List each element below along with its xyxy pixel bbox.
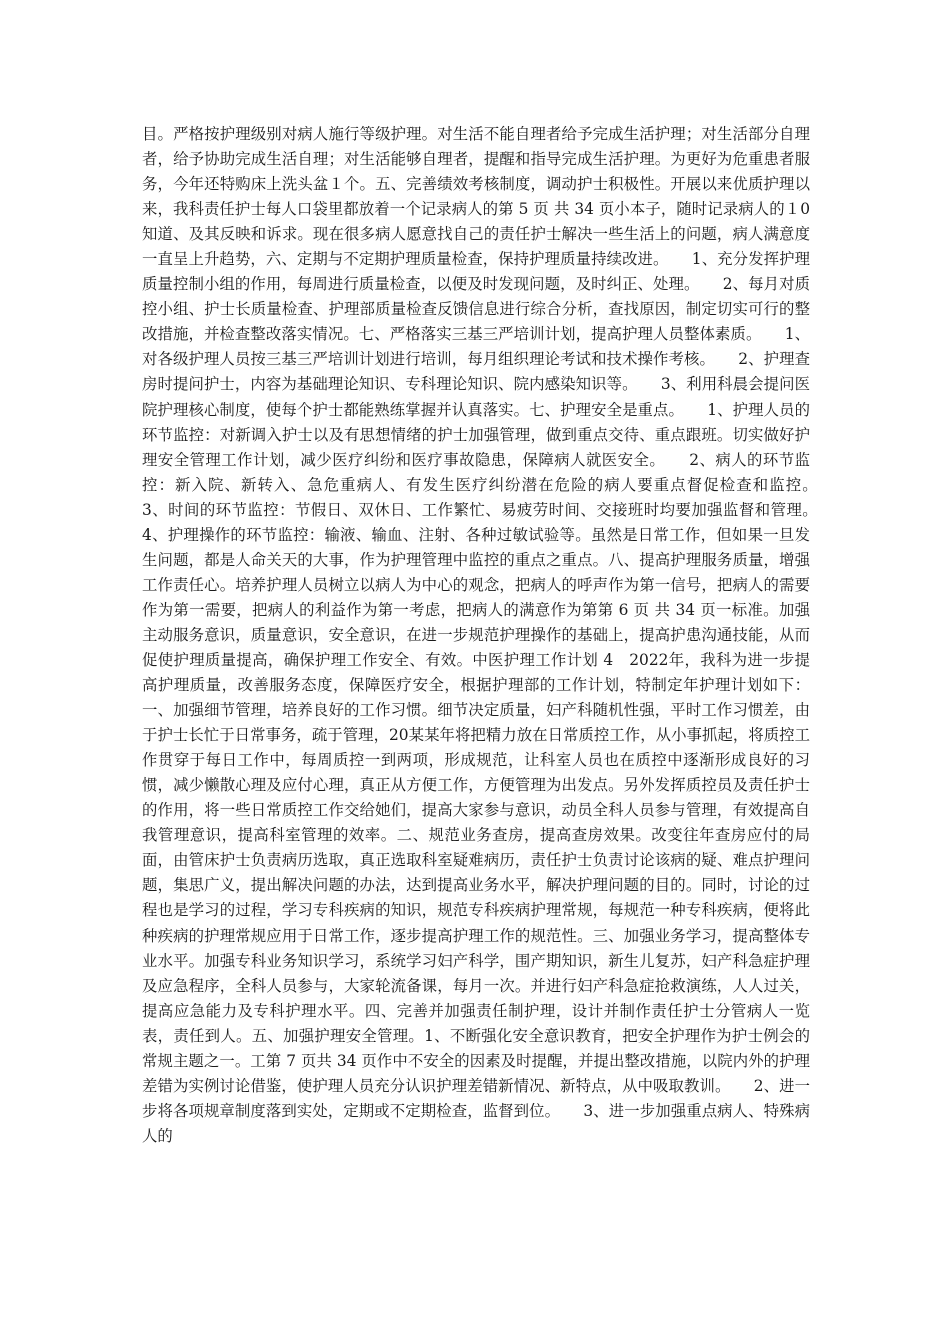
body-text: 目。严格按护理级别对病人施行等级护理。对生活不能自理者给予完成生活护理；对生活部分自理者，给予协助完成生活自理；对生活能够自理者，提醒和指导完成生活护理。为更好为危重患者服务，今年还特购床上洗头盆１个。五、完善绩效考核制度，调动护士积极性。开展以来优质护理以来，我科责任护士每人口袋里都放着一个记录病人的第 5 页 共 34 页小本子，随时记录病人的１0知道、及其反映和诉求。现在很多病人愿意找自己的责任护士解决一些生活上的问题，病人满意度一直呈上升趋势，六、定期与不定期护理质量检查，保持护理质量持续改进。 1、充分发挥护理质量控制小组的作用，每周进行质量检查，以便及时发现问题，及时纠正、处理。 2、每月对质控小组、护士长质量检查、护理部质量检查反馈信息进行综合分析，查找原因，制定切实可行的整改措施，并检查整改落实情况。七、严格落实三基三严培训计划，提高护理人员整体素质。 1、对各级护理人员按三基三严培训计划进行培训，每月组织理论考试和技术操作考核。 2、护理查房时提问护士，内容为基础理论知识、专科理论知识、院内感染知识等。 3、利用科晨会提问医院护理核心制度，使每个护士都能熟练掌握并认真落实。七、护理安全是重点。 1、护理人员的环节监控：对新调入护士以及有思想情绪的护士加强管理，做到重点交待、重点跟班。切实做好护理安全管理工作计划，减少医疗纠纷和医疗事故隐患，保障病人就医安全。 2、病人的环节监控：新入院、新转入、急危重病人、有发生医疗纠纷潜在危险的病人要重点督促检查和监控。 3、时间的环节监控：节假日、双休日、工作繁忙、易疲劳时间、交接班时均要加强监督和管理。 4、护理操作的环节监控：输液、输血、注射、各种过敏试验等。虽然是日常工作，但如果一旦发生问题，都是人命关天的大事，作为护理管理中监控的重点之重点。八、提高护理服务质量，增强工作责任心。培养护理人员树立以病人为中心的观念，把病人的呼声作为第一信号，把病人的需要作为第一需要，把病人的利益作为第一考虑，把病人的满意作为第第 6 页 共 34 页一标准。加强主动服务意识，质量意识，安全意识，在进一步规范护理操作的基础上，提高护患沟通技能，从而促使护理质量提高，确保护理工作安全、有效。中医护理工作计划 4 2022年，我科为进一步提高护理质量，改善服务态度，保障医疗安全，根据护理部的工作计划，特制定年护理计划如下：一、加强细节管理，培养良好的工作习惯。细节决定质量，妇产科随机性强，平时工作习惯差，由于护士长忙于日常事务，疏于管理，20某某年将把精力放在日常质控工作，从小事抓起，将质控工作贯穿于每日工作中，每周质控一到两项，形成规范，让科室人员也在质控中逐渐形成良好的习惯，减少懒散心理及应付心理，真正从方便工作，方便管理为出发点。另外发挥质控员及责任护士的作用，将一些日常质控工作交给她们，提高大家参与意识，动员全科人员参与管理，有效提高自我管理意识，提高科室管理的效率。二、规范业务查房，提高查房效果。改变往年查房应付的局面，由管床护士负责病历选取，真正选取科室疑难病历，责任护士负责讨论该病的疑、难点护理问题，集思广义，提出解决问题的办法，达到提高业务水平，解决护理问题的目的。同时，讨论的过程也是学习的过程，学习专科疾病的知识，规范专科疾病护理常规，每规范一种专科疾病，便将此种疾病的护理常规应用于日常工作，逐步提高护理工作的规范性。三、加强业务学习，提高整体专业水平。加强专科业务知识学习，系统学习妇产科学，围产期知识，新生儿复苏，妇产科急症护理及应急程序，全科人员参与，大家轮流备课，每月一次。并进行妇产科急症抢救演练，人人过关，提高应急能力及专科护理水平。四、完善并加强责任制护理，设计并制作责任护士分管病人一览表，责任到人。五、加强护理安全管理。1、不断强化安全意识教育，把安全护理作为护士例会的常规主题之一。工第 7 页共 34 页作中不安全的因素及时提醒，并提出整改措施，以院内外的护理差错为实例讨论借鉴，使护理人员充分认识护理差错新情况、新特点，从中吸取教训。 2、进一步将各项规章制度落到实处，定期或不定期检查，监督到位。 3、进一步加强重点病人、特殊病人的 <box>142 125 841 1145</box>
